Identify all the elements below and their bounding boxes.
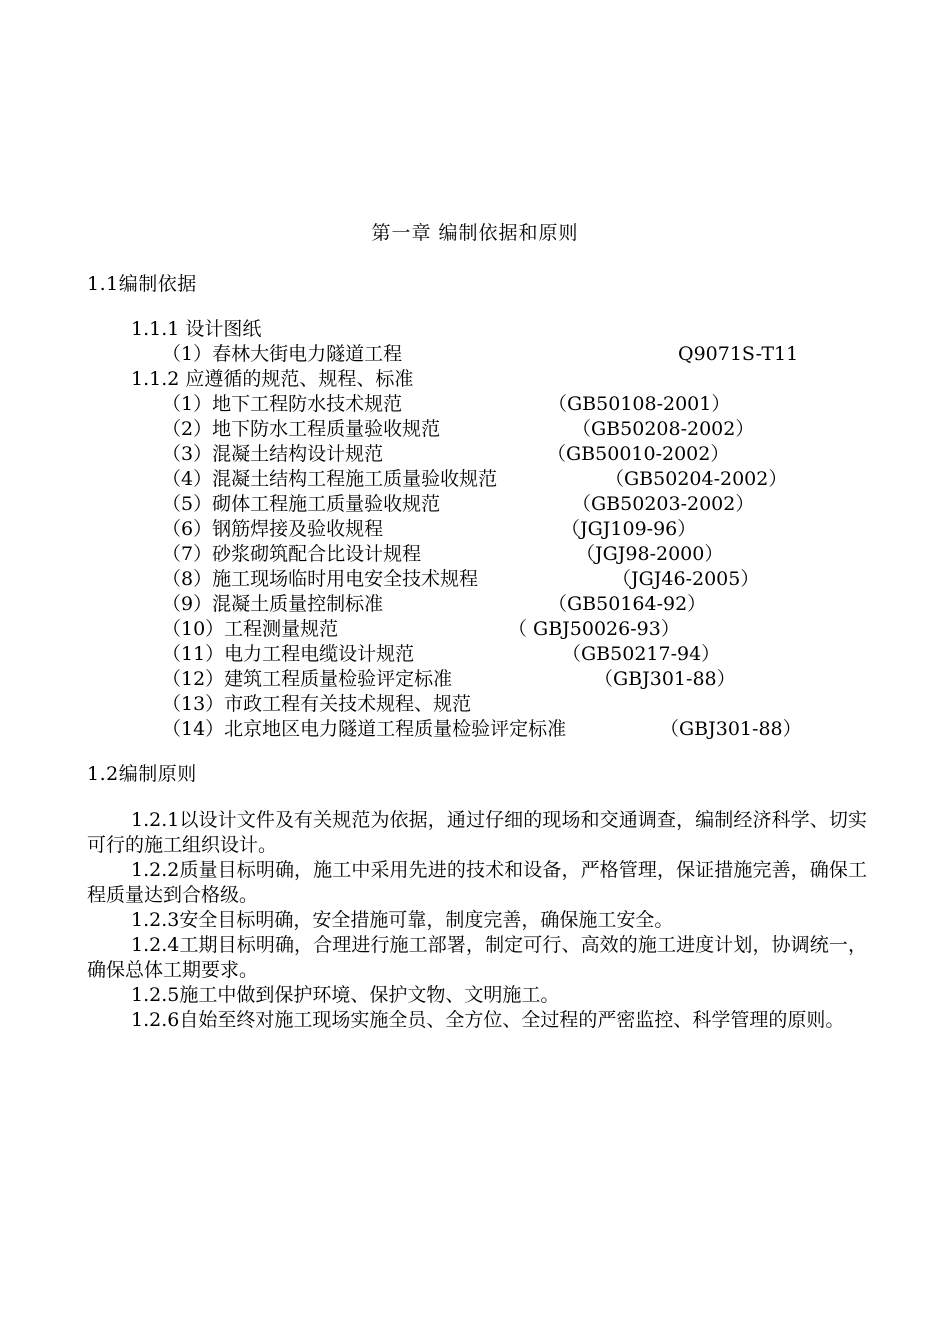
section-heading-1-1: 1.1编制依据 [87, 273, 197, 295]
standard-item-label: （7）砂浆砌筑配合比设计规程 [162, 543, 422, 565]
standard-item-code: （GB50204-2002） [605, 468, 788, 490]
standard-item-code: （GBJ301-88） [660, 718, 802, 740]
standard-item-code: （JGJ109-96） [561, 518, 697, 540]
standard-item-code: （GB50208-2002） [572, 418, 755, 440]
principle-paragraph: 1.2.2质量目标明确，施工中采用先进的技术和设备，严格管理，保证措施完善，确保工程质量达到合格级。 [87, 859, 867, 906]
principle-paragraph: 1.2.6自始至终对施工现场实施全员、全方位、全过程的严密监控、科学管理的原则。 [131, 1009, 845, 1031]
standard-item-label: （2）地下防水工程质量验收规范 [162, 418, 441, 440]
principle-paragraph: 1.2.5施工中做到保护环境、保护文物、文明施工。 [131, 984, 560, 1006]
subsection-heading-1-1-2: 1.1.2 应遵循的规范、规程、标准 [131, 368, 414, 390]
drawing-item-code: Q9071S-T11 [678, 343, 799, 365]
standard-item-code: （GBJ301-88） [594, 668, 736, 690]
standard-item-label: （13）市政工程有关技术规程、规范 [162, 693, 472, 715]
standard-item-label: （6）钢筋焊接及验收规程 [162, 518, 384, 540]
standard-item-code: （JGJ98-2000） [576, 543, 724, 565]
standard-item-code: （GB50164-92） [548, 593, 707, 615]
standard-item-code: （GB50217-94） [562, 643, 721, 665]
drawing-item-label: （1）春林大街电力隧道工程 [162, 343, 403, 365]
principle-paragraph: 1.2.3安全目标明确，安全措施可靠，制度完善，确保施工安全。 [131, 909, 674, 931]
standard-item-code: （GB50203-2002） [572, 493, 755, 515]
standard-item-code: （GB50010-2002） [547, 443, 730, 465]
principle-paragraph: 1.2.1以设计文件及有关规范为依据，通过仔细的现场和交通调查，编制经济科学、切实可行的施工组织设计。 [87, 809, 867, 856]
standard-item-label: （3）混凝土结构设计规范 [162, 443, 384, 465]
principle-paragraph: 1.2.4工期目标明确，合理进行施工部署，制定可行、高效的施工进度计划，协调统一，确保总体工期要求。 [87, 934, 867, 981]
standard-item-label: （14）北京地区电力隧道工程质量检验评定标准 [162, 718, 567, 740]
standard-item-label: （11）电力工程电缆设计规范 [162, 643, 415, 665]
standard-item-code: （JGJ46-2005） [612, 568, 760, 590]
standard-item-label: （5）砌体工程施工质量验收规范 [162, 493, 441, 515]
standard-item-label: （4）混凝土结构工程施工质量验收规范 [162, 468, 498, 490]
standard-item-label: （12）建筑工程质量检验评定标准 [162, 668, 453, 690]
standard-item-code: （GB50108-2001） [548, 393, 731, 415]
chapter-title: 第一章 编制依据和原则 [371, 222, 579, 244]
standard-item-label: （9）混凝土质量控制标准 [162, 593, 384, 615]
standard-item-label: （8）施工现场临时用电安全技术规程 [162, 568, 479, 590]
standard-item-label: （1）地下工程防水技术规范 [162, 393, 403, 415]
section-heading-1-2: 1.2编制原则 [87, 763, 197, 785]
standard-item-label: （10）工程测量规范 [162, 618, 339, 640]
standard-item-code: （ GBJ50026-93） [508, 618, 680, 640]
subsection-heading-1-1-1: 1.1.1 设计图纸 [131, 318, 262, 340]
